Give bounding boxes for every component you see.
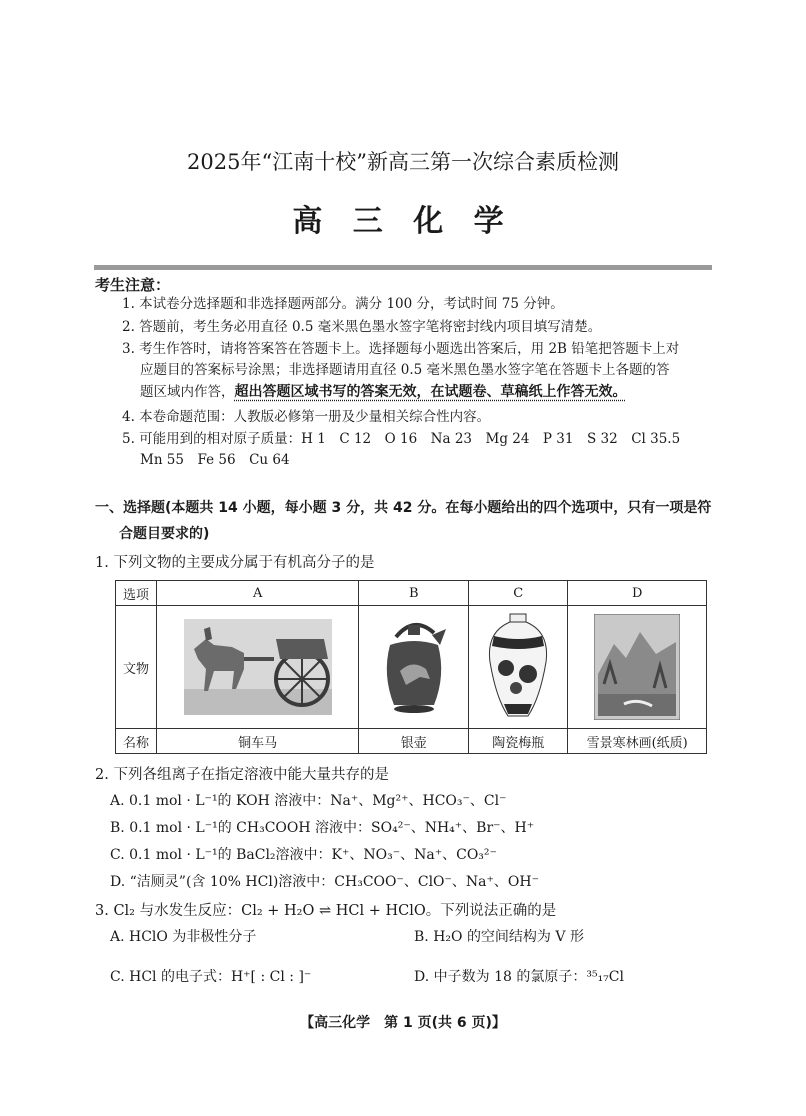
- question-1-stem: 1. 下列文物的主要成分属于有机高分子的是: [95, 555, 375, 571]
- notice-item: 2. 答题前，考生务必用直径 0.5 毫米黑色墨水签字笔将密封线内项目填写清楚。: [122, 319, 602, 335]
- question-3-option-d: D. 中子数为 18 的氯原子：³⁵₁₇Cl: [414, 969, 624, 985]
- column-header: C: [469, 581, 568, 606]
- row-label: 名称: [116, 729, 157, 754]
- snow-landscape-painting-image: [594, 614, 680, 720]
- notice-item: 3. 考生作答时，请将答案答在答题卡上。选择题每小题选出答案后，用 2B 铅笔把答题卡上对: [122, 341, 680, 357]
- notice-item-text: 题区域内作答，: [140, 384, 235, 400]
- relics-table: [115, 580, 707, 754]
- question-3-option-a: A. HClO 为非极性分子: [110, 929, 257, 945]
- relic-name: 雪景寒林画(纸质): [568, 729, 707, 754]
- notice-item: Mn 55 Fe 56 Cu 64: [140, 452, 290, 468]
- question-3-option-c: C. HCl 的电子式：H⁺[ : Cl : ]⁻: [110, 969, 312, 985]
- row-label: 选项: [116, 581, 157, 606]
- relic-cell-a: [157, 606, 359, 729]
- notice-item: 5. 可能用到的相对原子质量：H 1 C 12 O 16 Na 23 Mg 24 P 31 S 32 Cl 35.5: [122, 431, 681, 447]
- exam-title: 2025年“江南十校”新高三第一次综合素质检测: [187, 150, 619, 174]
- notice-emphasis: 超出答题区域书写的答案无效，在试题卷、草稿纸上作答无效。: [234, 384, 627, 400]
- question-2-stem: 2. 下列各组离子在指定溶液中能大量共存的是: [95, 767, 389, 783]
- relic-name: 银壶: [359, 729, 469, 754]
- subject-title: 高 三 化 学: [292, 204, 514, 239]
- question-2-option-a: A. 0.1 mol · L⁻¹的 KOH 溶液中：Na⁺、Mg²⁺、HCO₃⁻、Cl⁻: [110, 793, 507, 809]
- question-2-option-b: B. 0.1 mol · L⁻¹的 CH₃COOH 溶液中：SO₄²⁻、NH₄⁺、Br⁻、H⁺: [110, 820, 535, 836]
- column-header: D: [568, 581, 707, 606]
- relic-cell-c: [469, 606, 568, 729]
- question-2-option-d: D. “洁厕灵”(含 10% HCl)溶液中：CH₃COO⁻、ClO⁻、Na⁺、OH⁻: [110, 874, 539, 890]
- question-3-stem: 3. Cl₂ 与水发生反应：Cl₂ + H₂O ⇌ HCl + HClO。下列说法正确的是: [95, 903, 557, 919]
- notice-item: [140, 383, 627, 401]
- silver-pot-image: [374, 615, 454, 719]
- divider: [94, 265, 712, 270]
- relic-cell-b: [359, 606, 469, 729]
- row-label: 文物: [116, 606, 157, 729]
- relic-name: 陶瓷梅瓶: [469, 729, 568, 754]
- notice-item: 4. 本卷命题范围：人教版必修第一册及少量相关综合性内容。: [122, 409, 491, 425]
- bronze-chariot-image: [184, 619, 332, 715]
- page-footer: 【高三化学 第 1 页(共 6 页)】: [300, 1015, 506, 1031]
- notice-item: 1. 本试卷分选择题和非选择题两部分。满分 100 分，考试时间 75 分钟。: [122, 296, 564, 312]
- section-heading: 一、选择题(本题共 14 小题，每小题 3 分，共 42 分。在每小题给出的四个选项中，只有一项是符: [95, 500, 712, 516]
- relic-name: 铜车马: [157, 729, 359, 754]
- notice-heading: 考生注意：: [95, 276, 171, 294]
- relic-cell-d: [568, 606, 707, 729]
- porcelain-vase-image: [482, 612, 554, 722]
- question-2-option-c: C. 0.1 mol · L⁻¹的 BaCl₂溶液中：K⁺、NO₃⁻、Na⁺、CO₃²⁻: [110, 847, 497, 863]
- question-3-option-b: B. H₂O 的空间结构为 V 形: [414, 929, 584, 945]
- column-header: B: [359, 581, 469, 606]
- section-heading-cont: 合题目要求的): [119, 526, 210, 542]
- column-header: A: [157, 581, 359, 606]
- notice-item: 应题目的答案标号涂黑；非选择题请用直径 0.5 毫米黑色墨水签字笔在答题卡上各题的答: [140, 362, 670, 378]
